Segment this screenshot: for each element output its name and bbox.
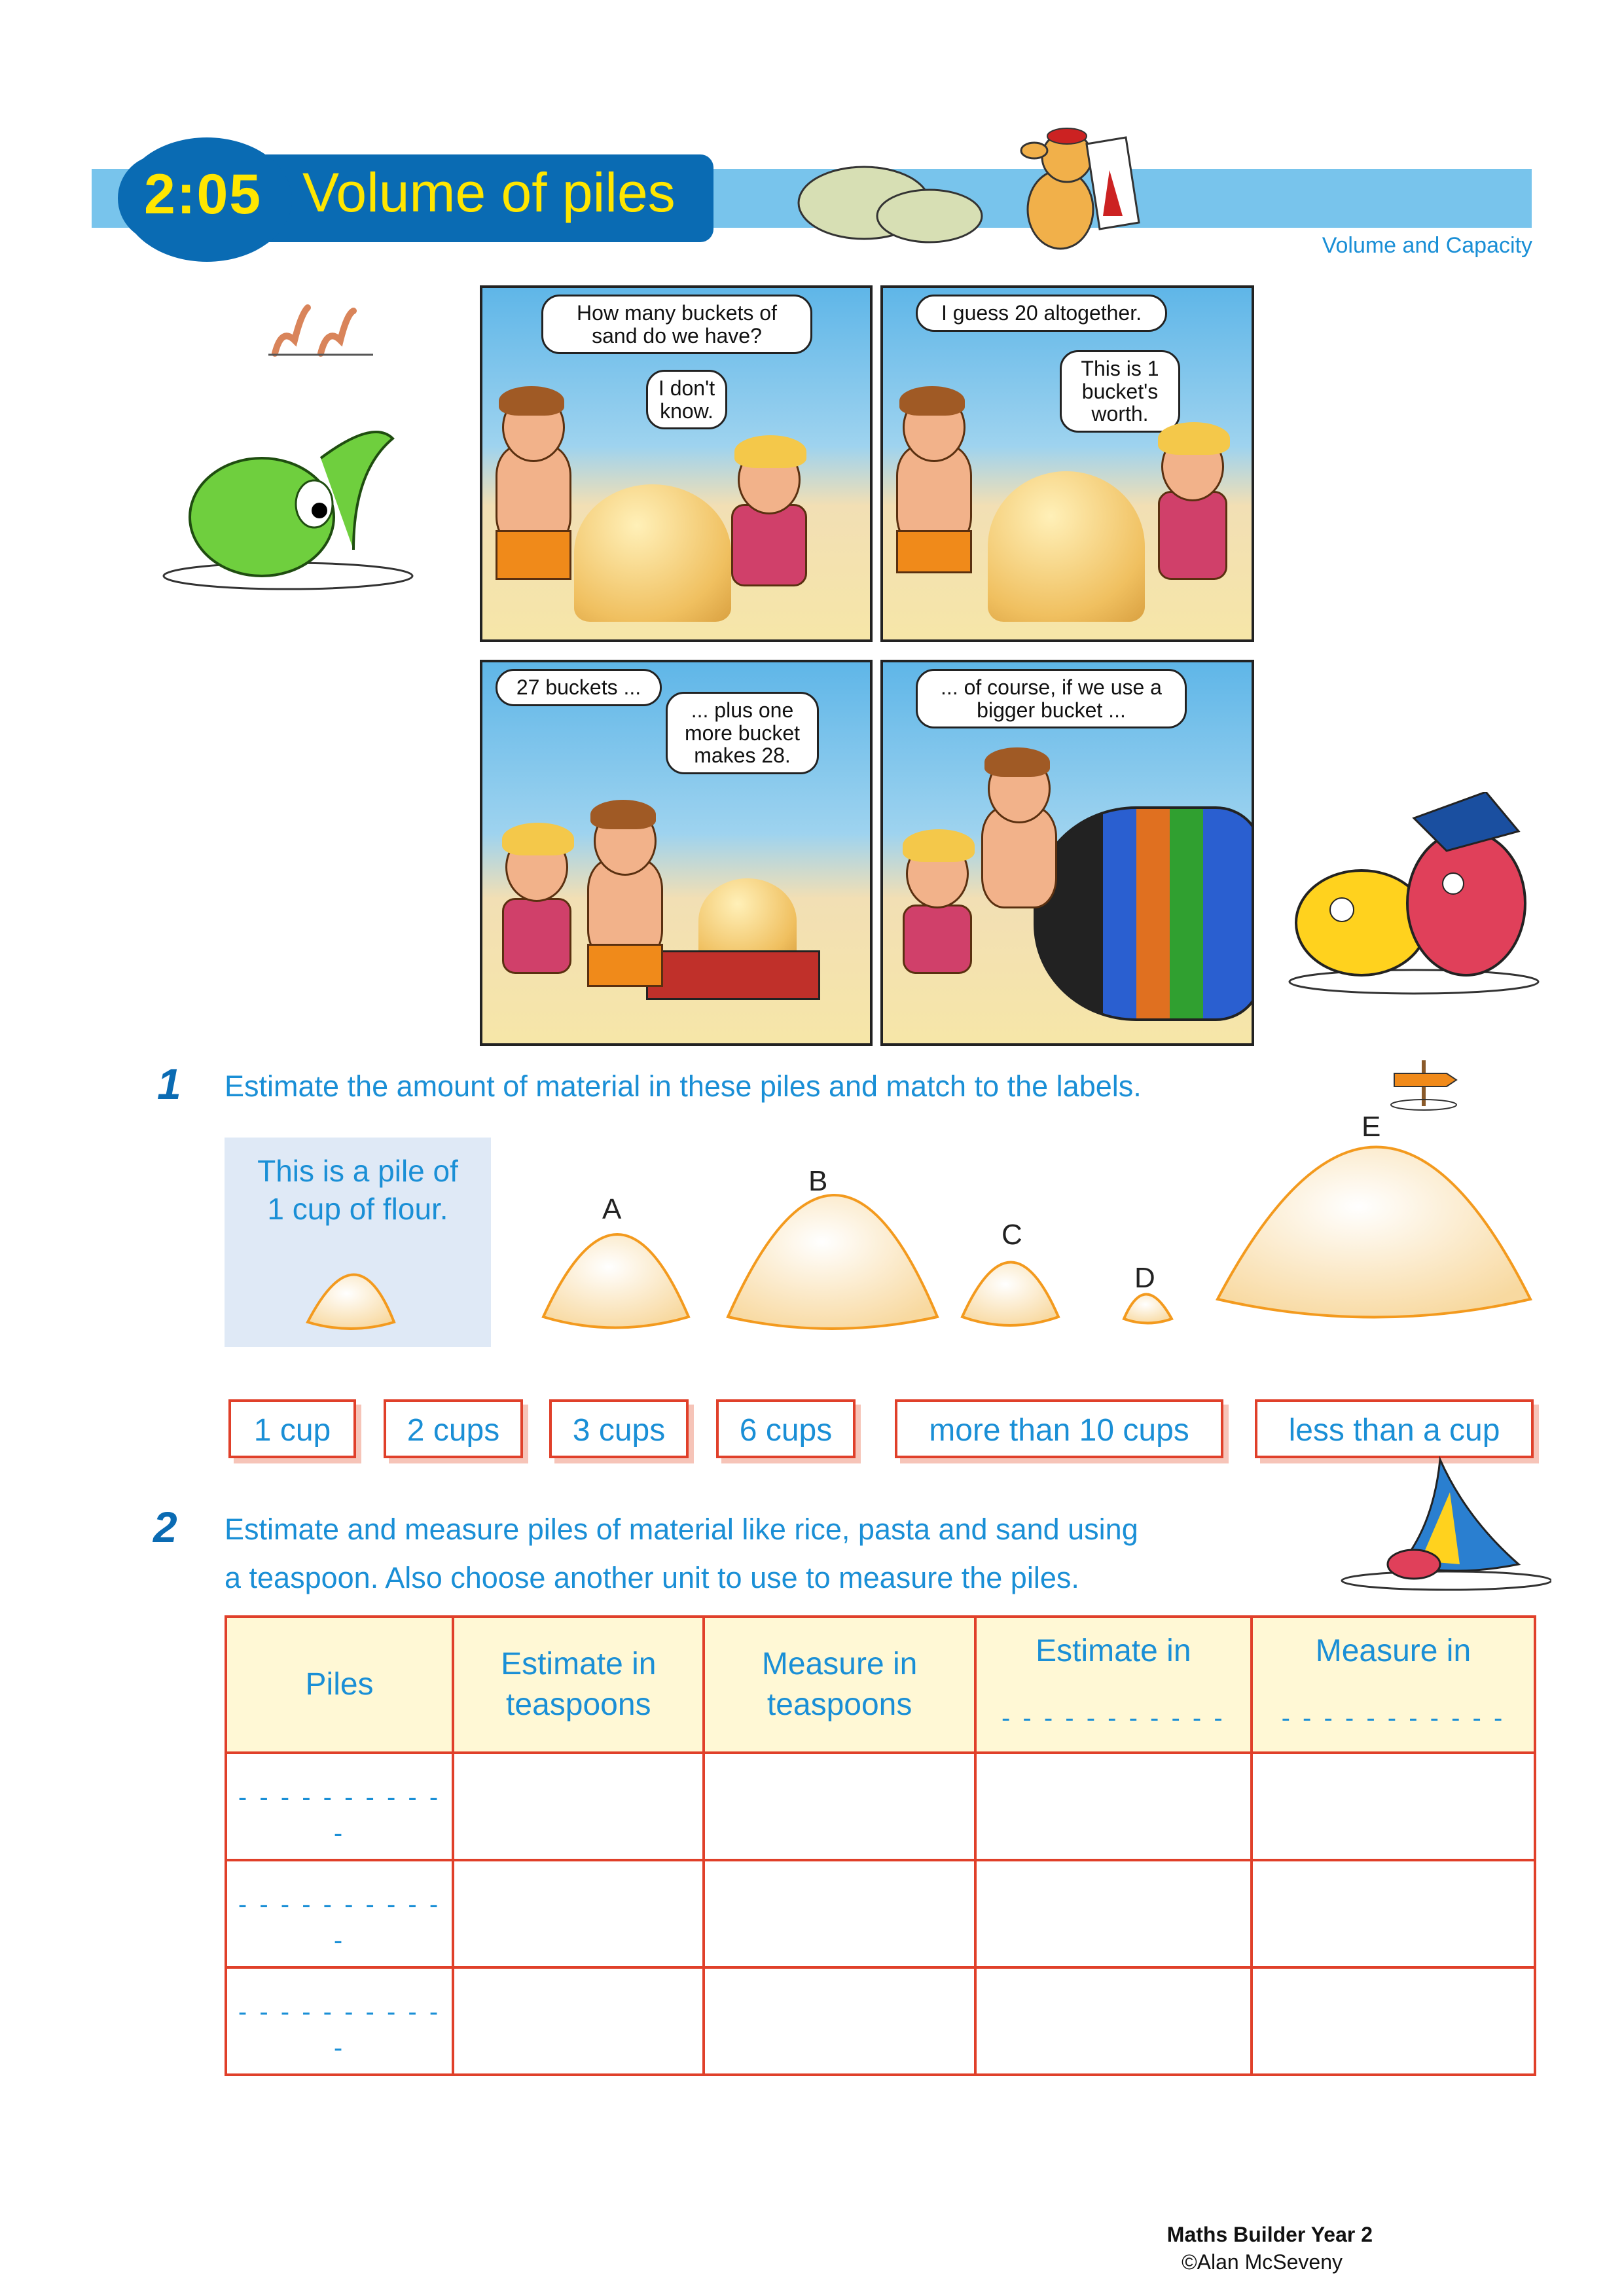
answer-cell[interactable]	[704, 1753, 975, 1860]
comic-panel-2	[880, 285, 1254, 642]
frog-illustration	[157, 419, 439, 602]
answer-cell[interactable]	[453, 1753, 704, 1860]
table-row	[226, 1860, 1535, 1967]
pile-name-cell[interactable]: - - - - - - - - - - -	[226, 1967, 453, 2075]
pile-a	[543, 1234, 689, 1328]
question-text-line-2: a teaspoon. Also choose another unit to use to measure the piles.	[225, 1561, 1079, 1594]
column-header-estimate-teaspoons: Estimate in teaspoons	[453, 1617, 704, 1753]
speech-bubble: I don't know.	[646, 370, 727, 429]
table-row	[226, 1753, 1535, 1860]
answer-cell[interactable]	[704, 1967, 975, 2075]
answer-cell[interactable]	[975, 1967, 1252, 2075]
pile-example	[308, 1275, 394, 1329]
speech-bubble: I guess 20 altogether.	[916, 295, 1167, 332]
pile-c	[962, 1263, 1058, 1326]
piles-figure	[0, 1113, 1624, 1348]
comic-panel-3	[480, 660, 873, 1046]
table-row	[226, 1967, 1535, 2075]
question-text: Estimate the amount of material in these piles and match to the labels.	[225, 1069, 1142, 1103]
speech-bubble: This is 1 bucket's worth.	[1060, 350, 1180, 433]
column-header-piles: Piles	[226, 1617, 453, 1753]
pile-label-b: B	[808, 1165, 828, 1197]
pile-label-d: D	[1134, 1262, 1155, 1294]
column-header-measure-other: Measure in - - - - - - - - - - -	[1252, 1617, 1535, 1753]
question-text-line-1: Estimate and measure piles of material like rice, pasta and sand using	[225, 1513, 1138, 1546]
label-less-than-a-cup[interactable]: less than a cup	[1255, 1399, 1534, 1458]
pile-d	[1124, 1295, 1172, 1323]
answer-cell[interactable]	[1252, 1860, 1535, 1967]
page-title: Volume of piles	[302, 162, 676, 223]
blank-line: - - - - - - - - - - -	[1281, 1704, 1506, 1732]
answer-cell[interactable]	[453, 1860, 704, 1967]
speech-bubble: How many buckets of sand do we have?	[541, 295, 812, 354]
speech-bubble: 27 buckets ...	[496, 669, 662, 706]
footer-book-title: Maths Builder Year 2	[1166, 2223, 1373, 2246]
giant-bucket	[1034, 806, 1254, 1021]
example-line-1: This is a pile of	[257, 1154, 458, 1188]
column-header-estimate-other: Estimate in - - - - - - - - - - -	[975, 1617, 1252, 1753]
answer-cell[interactable]	[1252, 1753, 1535, 1860]
pile-label-a: A	[602, 1193, 622, 1225]
lesson-number: 2:05	[144, 163, 262, 226]
question-number: 2	[153, 1503, 177, 1551]
answer-cell[interactable]	[1252, 1967, 1535, 2075]
column-header-measure-teaspoons: Measure in teaspoons	[704, 1617, 975, 1753]
label-3-cups[interactable]: 3 cups	[549, 1399, 689, 1458]
answer-cell[interactable]	[704, 1860, 975, 1967]
wheelbarrow	[646, 950, 820, 1000]
answer-cell[interactable]	[975, 1860, 1252, 1967]
pile-label-e: E	[1362, 1111, 1381, 1143]
pile-label-c: C	[1001, 1219, 1022, 1251]
answer-cell[interactable]	[975, 1753, 1252, 1860]
comic-panel-4	[880, 660, 1254, 1046]
sand-pile	[574, 484, 731, 622]
example-line-2: 1 cup of flour.	[267, 1192, 448, 1226]
fish-illustration	[1283, 792, 1558, 1001]
blank-line: - - - - - - - - - - -	[1001, 1704, 1225, 1732]
comic-panel-1	[480, 285, 873, 642]
speech-bubble: ... of course, if we use a bigger bucket ...	[916, 669, 1187, 728]
measurement-table	[225, 1615, 1536, 2073]
dog-with-pile-illustration	[785, 111, 1165, 268]
label-more-than-10-cups[interactable]: more than 10 cups	[895, 1399, 1223, 1458]
pile-e	[1218, 1147, 1530, 1318]
pile-name-cell[interactable]: - - - - - - - - - - -	[226, 1860, 453, 1967]
pile-b	[728, 1195, 937, 1329]
sand-pile	[988, 471, 1145, 622]
angelfish-illustration	[1335, 1453, 1551, 1597]
worms-illustration	[262, 301, 380, 360]
topic-label: Volume and Capacity	[1322, 233, 1532, 258]
label-2-cups[interactable]: 2 cups	[384, 1399, 523, 1458]
answer-cell[interactable]	[453, 1967, 704, 2075]
signpost-illustration	[1388, 1054, 1460, 1113]
label-6-cups[interactable]: 6 cups	[716, 1399, 856, 1458]
pile-name-cell[interactable]: - - - - - - - - - - -	[226, 1753, 453, 1860]
speech-bubble: ... plus one more bucket makes 28.	[666, 692, 819, 774]
question-number: 1	[157, 1060, 181, 1108]
footer-copyright: ©Alan McSeveny	[1182, 2250, 1343, 2274]
label-1-cup[interactable]: 1 cup	[228, 1399, 356, 1458]
